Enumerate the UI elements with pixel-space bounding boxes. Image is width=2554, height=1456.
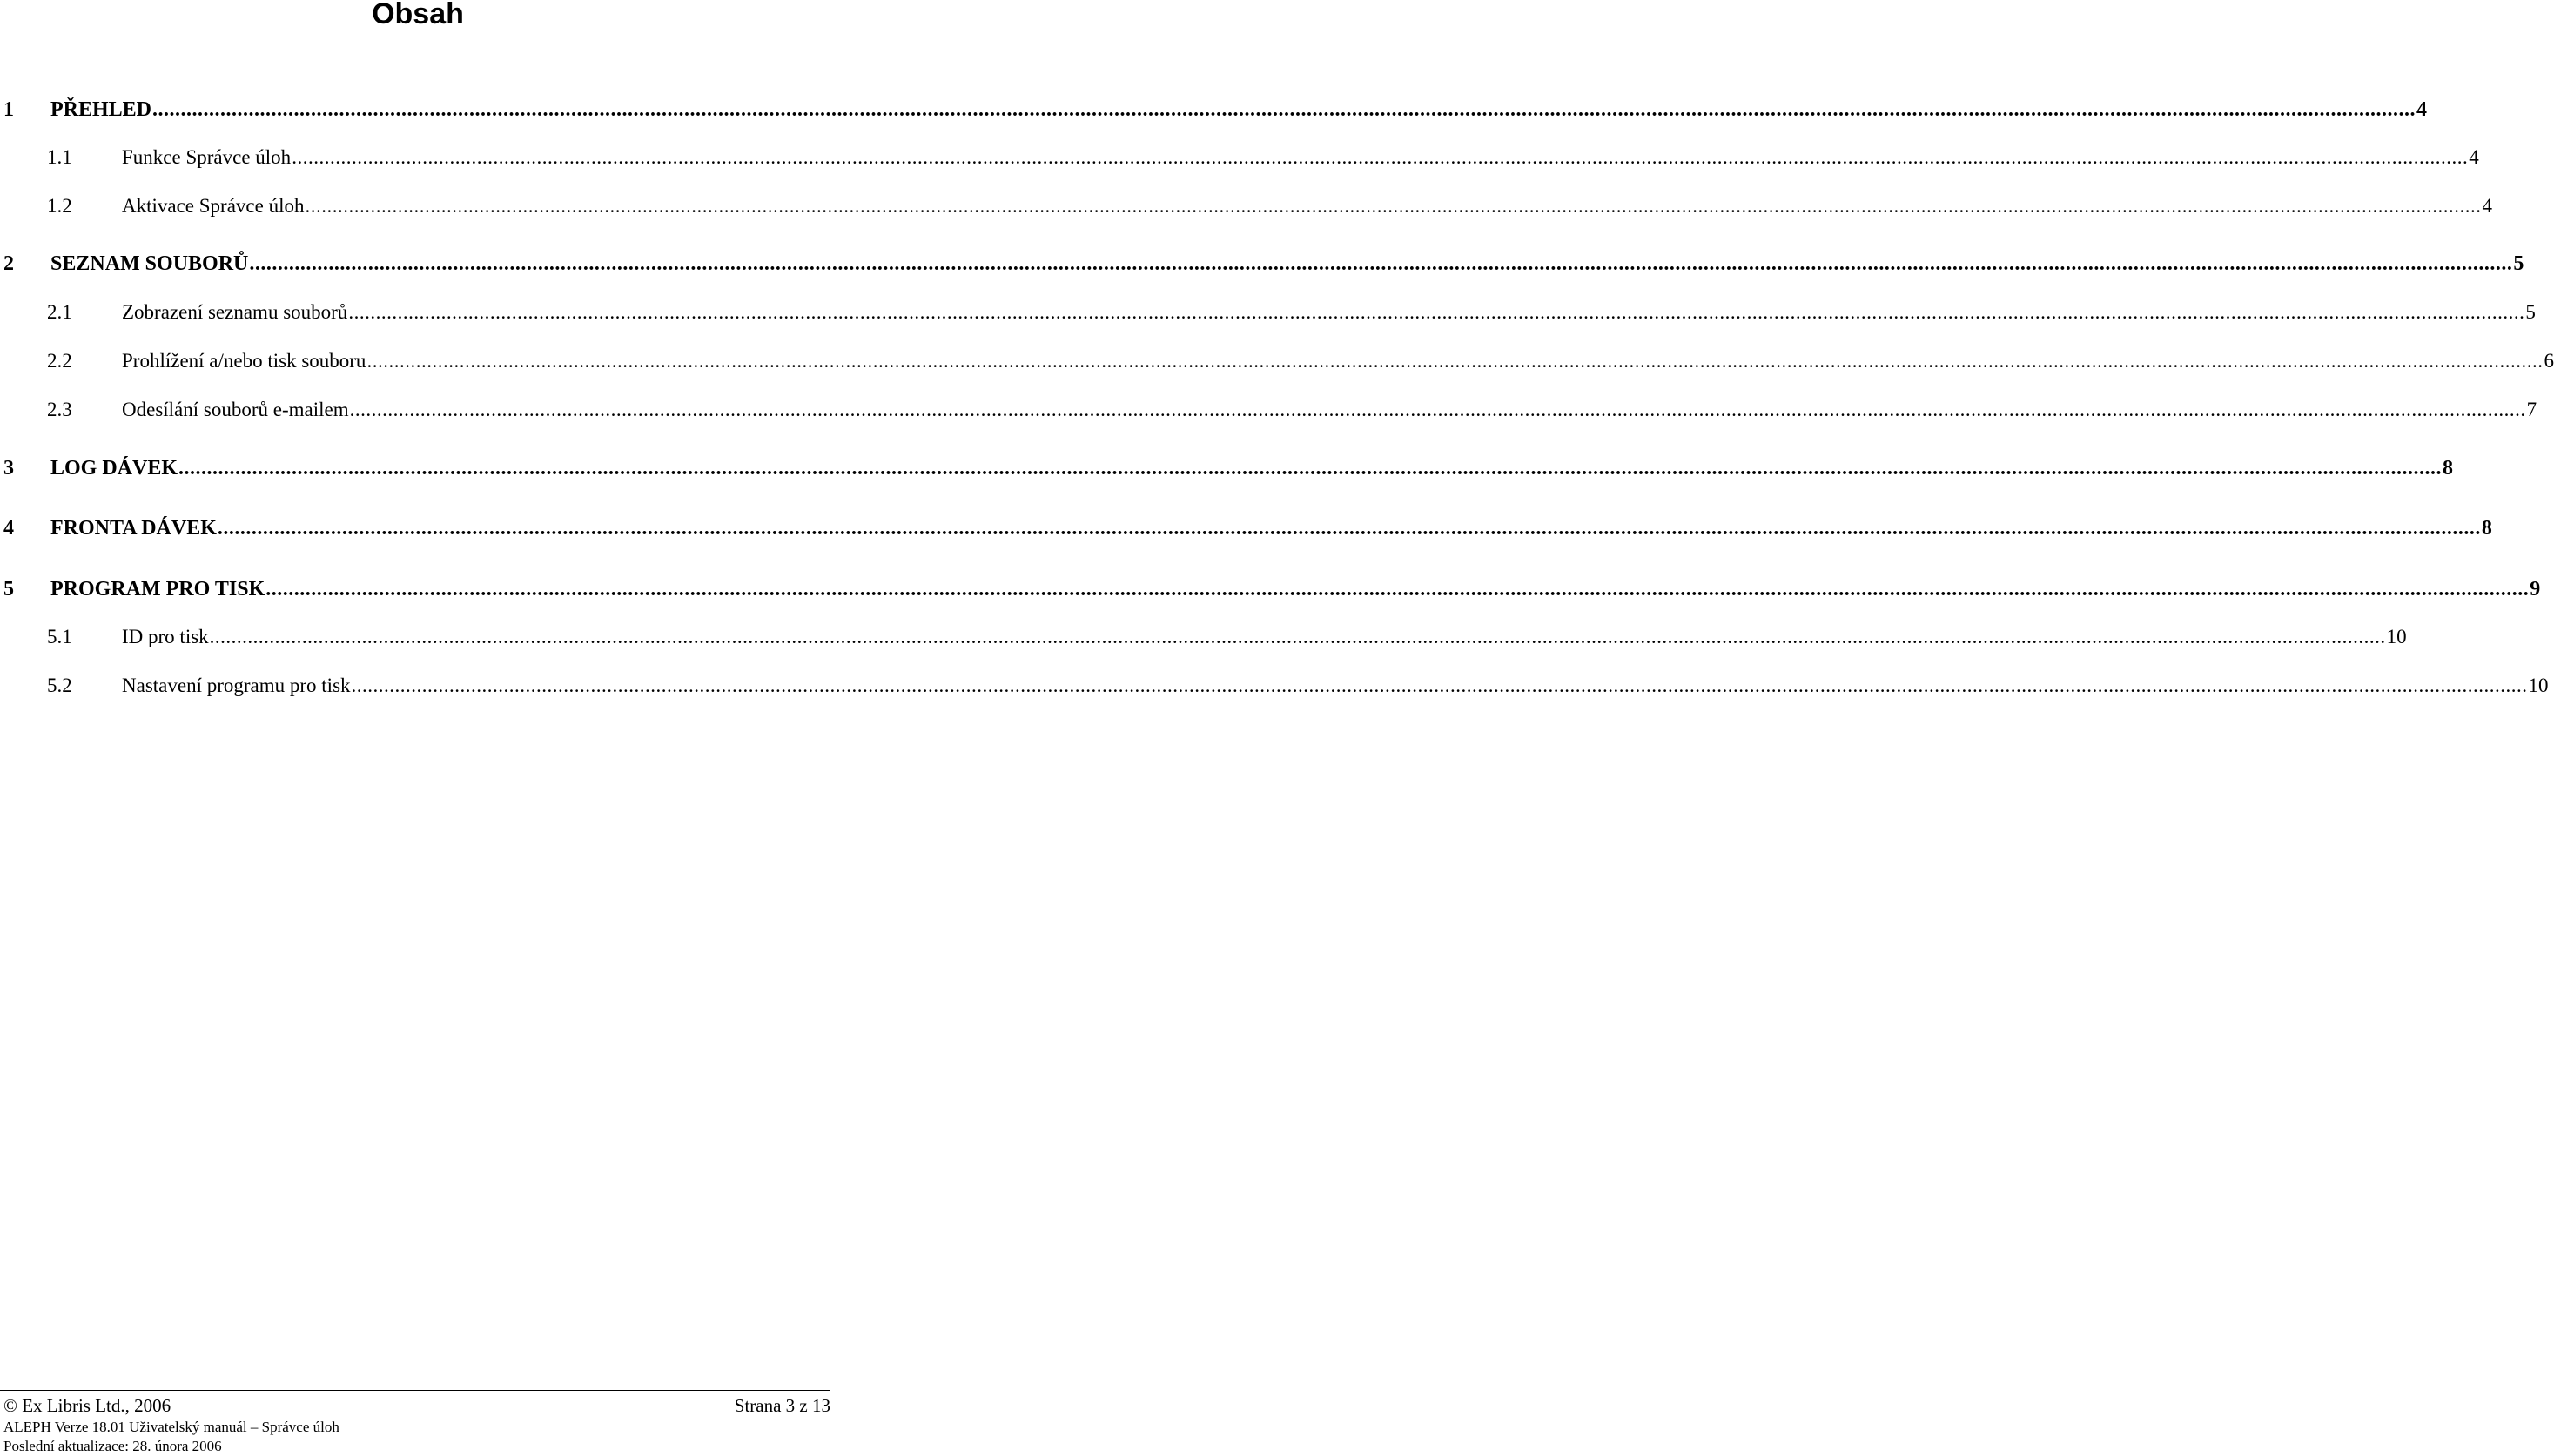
toc-entry-number: 1.2 — [47, 195, 72, 217]
toc-leader-dots: ................................................................................................................................................................................................................................................................................................................................................................................................................ — [217, 517, 2481, 540]
toc-entry-title: Funkce Správce úloh — [122, 146, 292, 168]
toc-entry-number: 5.1 — [47, 626, 72, 647]
footer-version-line — [3, 1419, 830, 1436]
toc-leader-dots: ................................................................................................................................................................................................................................................................................................................................................................................................................ — [349, 399, 2526, 420]
toc-entry[interactable] — [0, 252, 2524, 282]
toc-entry[interactable] — [0, 146, 2479, 176]
toc-entry-title: PŘEHLED — [50, 98, 152, 121]
footer-update-line — [3, 1438, 830, 1455]
toc-entry-page: 5 — [2513, 252, 2524, 275]
toc-leader-dots: ................................................................................................................................................................................................................................................................................................................................................................................................................ — [292, 146, 2469, 168]
toc-entry[interactable] — [0, 626, 2407, 655]
toc-leader-dots: ................................................................................................................................................................................................................................................................................................................................................................................................................ — [348, 301, 2525, 323]
footer-divider — [0, 1390, 830, 1391]
toc-leader-dots: ................................................................................................................................................................................................................................................................................................................................................................................................................ — [305, 195, 2482, 217]
footer-copyright: © Ex Libris Ltd., 2006 — [3, 1395, 171, 1416]
toc-entry-page: 10 — [2386, 626, 2407, 647]
toc-leader-dots: ................................................................................................................................................................................................................................................................................................................................................................................................................ — [366, 350, 2544, 372]
toc-entry-number: 2.2 — [47, 350, 72, 372]
footer-page-number: Strana 3 z 13 — [734, 1395, 830, 1416]
toc-entry-page: 4 — [2416, 98, 2428, 121]
toc-entry-number: 2.1 — [47, 301, 72, 323]
toc-entry-page: 5 — [2525, 301, 2536, 323]
toc-leader-dots: ................................................................................................................................................................................................................................................................................................................................................................................................................ — [265, 578, 2530, 601]
page-title: Obsah — [372, 0, 464, 30]
toc-leader-dots: ................................................................................................................................................................................................................................................................................................................................................................................................................ — [152, 98, 2416, 121]
footer-last-update: Poslední aktualizace: 28. února 2006 — [3, 1438, 222, 1454]
toc-entry-number: 5.2 — [47, 674, 72, 696]
toc-entry-page: 6 — [2544, 350, 2554, 372]
toc-entry-number: 2.3 — [47, 399, 72, 420]
toc-entry-title: LOG DÁVEK — [50, 457, 178, 480]
toc-leader-dots: ................................................................................................................................................................................................................................................................................................................................................................................................................ — [249, 252, 2513, 275]
toc-leader-dots: ................................................................................................................................................................................................................................................................................................................................................................................................................ — [178, 457, 2443, 480]
toc-entry-page: 8 — [2481, 517, 2492, 540]
toc-leader-dots: ................................................................................................................................................................................................................................................................................................................................................................................................................ — [209, 626, 2386, 647]
toc-entry-number: 2 — [3, 252, 14, 275]
toc-entry-page: 7 — [2526, 399, 2537, 420]
toc-entry-number: 1 — [3, 98, 14, 121]
toc-entry[interactable] — [0, 301, 2536, 331]
toc-entry-title: SEZNAM SOUBORŮ — [50, 252, 249, 275]
toc-entry-page: 8 — [2443, 457, 2454, 480]
footer-version: ALEPH Verze 18.01 Uživatelský manuál – Správce úloh — [3, 1419, 339, 1435]
toc-entry[interactable] — [0, 195, 2492, 225]
toc-entry-title: Zobrazení seznamu souborů — [122, 301, 348, 323]
toc-entry-number: 3 — [3, 457, 14, 480]
toc-entry-page: 4 — [2482, 195, 2492, 217]
toc-entry-number: 4 — [3, 517, 14, 540]
toc-entry[interactable] — [0, 399, 2537, 428]
toc-entry-title: Nastavení programu pro tisk — [122, 674, 351, 696]
toc-entry-title: Odesílání souborů e-mailem — [122, 399, 349, 420]
toc-entry-page: 4 — [2469, 146, 2479, 168]
toc-entry[interactable] — [0, 457, 2454, 486]
toc-entry-title: Aktivace Správce úloh — [122, 195, 305, 217]
toc-entry-number: 5 — [3, 578, 14, 601]
toc-entry[interactable] — [0, 674, 2549, 704]
toc-entry-page: 10 — [2528, 674, 2549, 696]
toc-entry-title: FRONTA DÁVEK — [50, 517, 217, 540]
toc-entry[interactable] — [0, 517, 2492, 547]
toc-entry-title: PROGRAM PRO TISK — [50, 578, 265, 601]
toc-entry-number: 1.1 — [47, 146, 72, 168]
toc-entry[interactable] — [0, 350, 2554, 379]
toc-entry-page: 9 — [2530, 578, 2541, 601]
toc-entry[interactable] — [0, 98, 2428, 128]
toc-entry[interactable] — [0, 578, 2541, 607]
toc-entry-title: ID pro tisk — [122, 626, 209, 647]
toc-leader-dots: ................................................................................................................................................................................................................................................................................................................................................................................................................ — [351, 674, 2528, 696]
toc-entry-title: Prohlížení a/nebo tisk souboru — [122, 350, 366, 372]
footer-main-line — [3, 1395, 830, 1416]
